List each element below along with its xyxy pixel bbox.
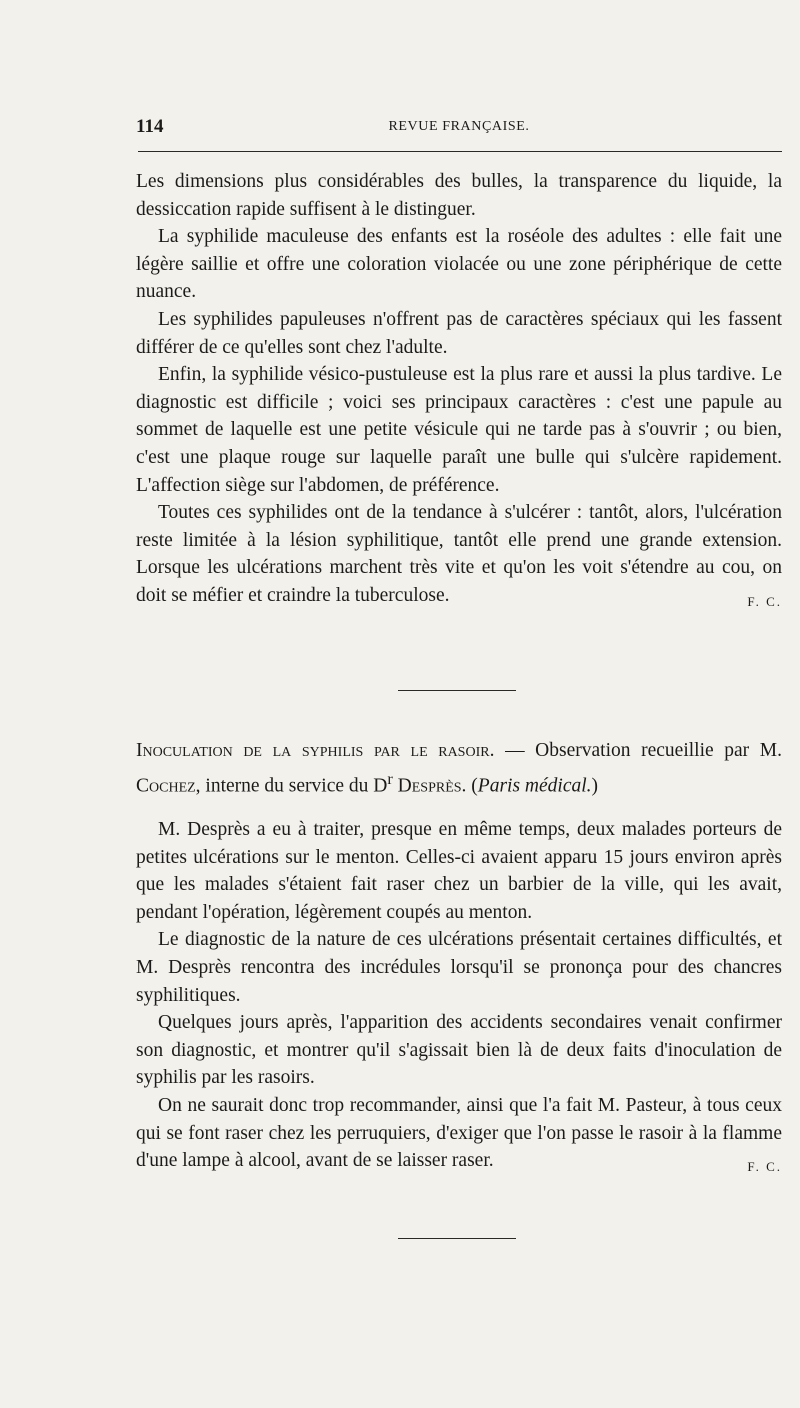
paragraph: Les syphilides papuleuses n'offrent pas de caractères spéciaux qui les fassent différer de ce qu'elles sont chez l'adulte.	[136, 308, 782, 358]
running-title: REVUE FRANÇAISE.	[388, 119, 530, 134]
paragraph-text: On ne saurait donc trop recommander, ainsi que l'a fait M. Pasteur, à tous ceux qui se font raser chez les perruquiers, d'exiger que l'on passe le rasoir à la flamme d'une lampe à alcool, avant de se laisser raser.	[136, 1094, 782, 1172]
paragraph: Les dimensions plus considérables des bulles, la transparence du liquide, la dessiccation rapide suffisent à le distinguer.	[136, 171, 782, 220]
header-rule	[138, 151, 782, 152]
doctor-name: Desprès	[392, 775, 462, 797]
page-number: 114	[136, 116, 164, 137]
title-mid: , interne du service du D	[195, 775, 388, 797]
section-separator	[398, 1238, 516, 1239]
article-continuation	[136, 168, 782, 616]
paragraph	[136, 499, 782, 609]
article-title	[136, 737, 782, 801]
paragraph: Quelques jours après, l'apparition des accidents secondaires venait confirmer son diagnostic, et montrer qu'il s'agissait bien là de deux faits d'inoculation de syphilis par les rasoirs.	[136, 1012, 782, 1089]
title-open: . (	[461, 775, 478, 797]
title-close: )	[591, 775, 599, 797]
author-name: M. Cochez	[136, 740, 782, 797]
signature: F. C.	[747, 1159, 782, 1175]
paragraph	[136, 1092, 782, 1175]
title-sup: r	[387, 770, 393, 788]
signature: F. C.	[747, 593, 782, 609]
title-lead: Inoculation de la syphilis par le rasoir.	[136, 740, 495, 761]
paragraph: Le diagnostic de la nature de ces ulcérations présentait certaines difficultés, et M. Desprès rencontra des incrédules lorsqu'il se prononça pour des chancres syphilitiques.	[136, 929, 782, 1006]
paragraph: Enfin, la syphilide vésico-pustuleuse est la plus rare et aussi la plus tardive. Le diagnostic est difficile ; voici ses principaux caractères : c'est une papule au sommet de laquelle est une petite vésicule qui ne tarde pas à s'ouvrir ; ou bien, c'est une plaque rouge sur laquelle paraît une bulle qui s'ulcère rapidement. L'affection siège sur l'abdomen, de préférence.	[136, 364, 782, 496]
paragraph-text: Toutes ces syphilides ont de la tendance à s'ulcérer : tantôt, alors, l'ulcération reste limitée à la lésion syphilitique, tantôt elle prend une grande extension. Lorsque les ulcérations marchent très vite et qu'on les voit s'étendre au cou, on doit se méfier et craindre la tuberculose.	[136, 502, 782, 606]
article-body	[136, 816, 782, 1181]
title-dash: — Observation recueillie par	[494, 740, 760, 761]
section-separator	[398, 690, 516, 691]
paragraph: La syphilide maculeuse des enfants est la roséole des adultes : elle fait une légère saillie et offre une coloration violacée ou une zone périphérique de cette nuance.	[136, 226, 782, 303]
page-header	[136, 116, 782, 140]
paragraph: M. Desprès a eu à traiter, presque en même temps, deux malades porteurs de petites ulcérations sur le menton. Celles-ci avaient apparu 15 jours environ après que les malades s'étaient fait raser chez un barbier de la ville, qui les avait, pendant l'opération, légèrement coupés au menton.	[136, 819, 782, 923]
source-journal: Paris médical.	[477, 775, 592, 797]
